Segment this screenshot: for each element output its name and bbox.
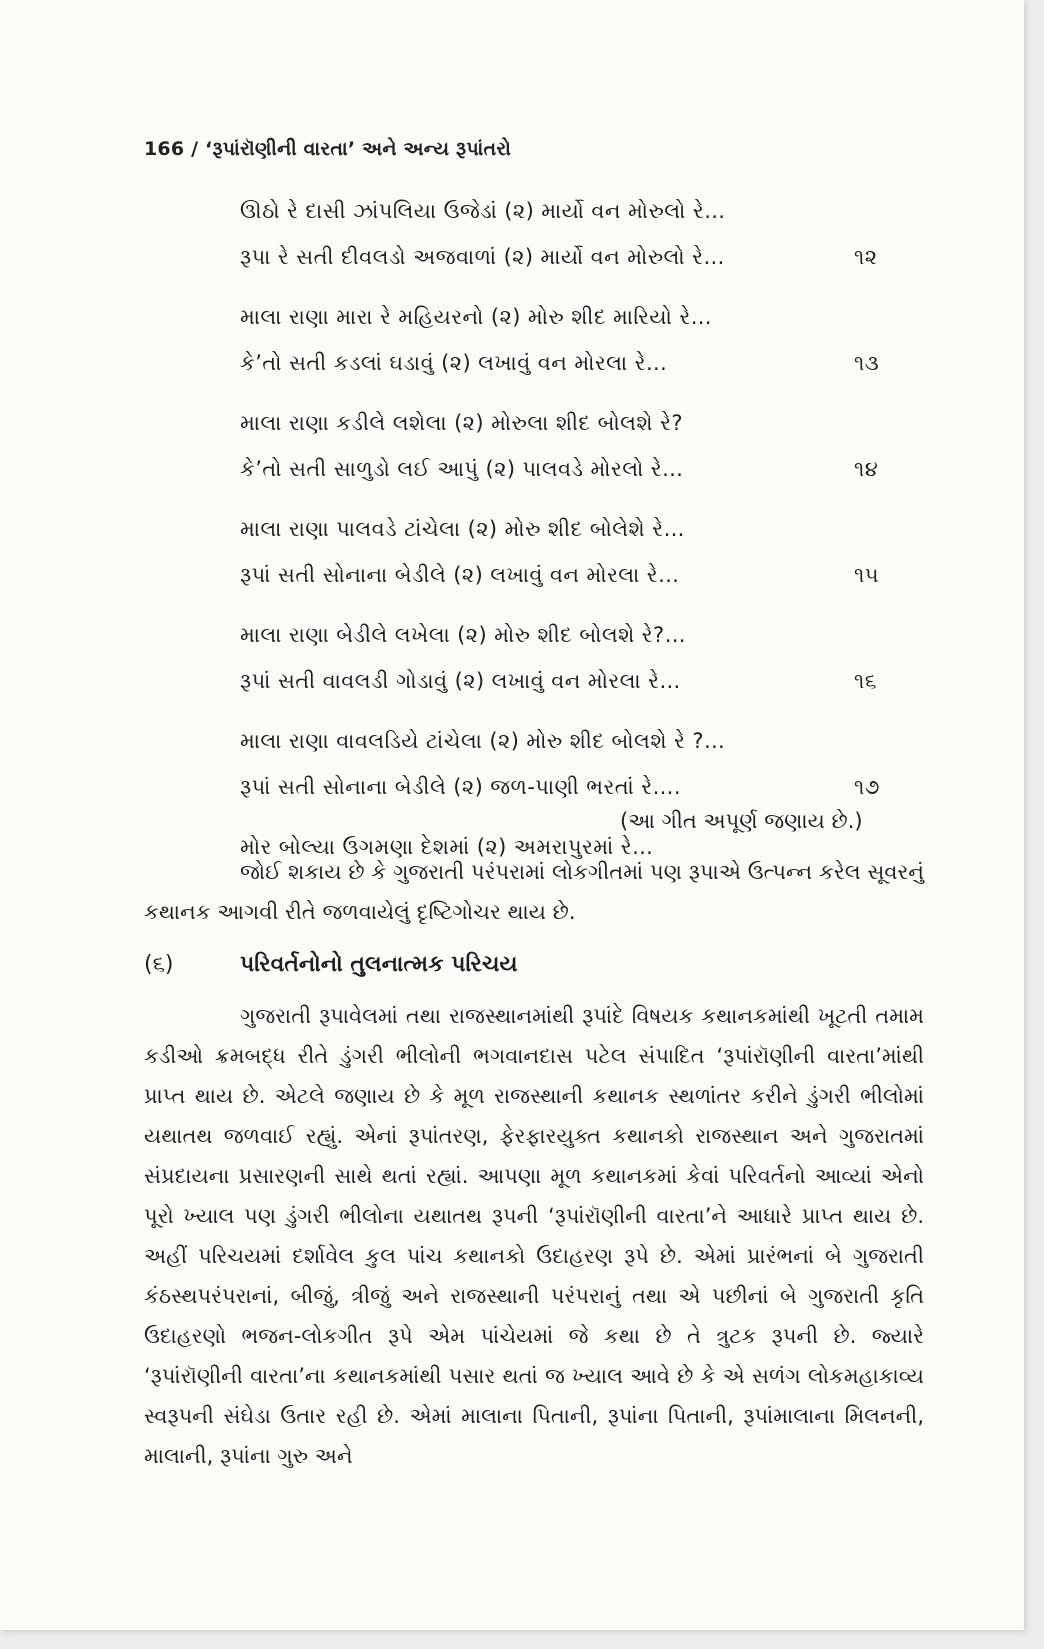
verse-text: કે’તો સતી કડલાં ઘડાવું (૨) લખાવું વન મોરલા રે… (240, 351, 668, 375)
verse-line: ઊઠો રે દાસી ઝાંપલિયા ઉજેડાં (૨) માર્યો વન મોરુલો રે… (240, 199, 726, 223)
verse-line: માલા રાણા પાલવડે ટાંચેલા (૨) મોરુ શીદ બોલેશે રે… (240, 517, 685, 541)
body-paragraph: જોઈ શકાય છે કે ગુજરાતી પરંપરામાં લોકગીતમાં પણ રૂપાએ ઉત્પન્ન કરેલ સૂવરનું કથાનક આગવી રીતે જળવાયેલું દૃષ્ટિગોચર થાય છે. (144, 860, 924, 924)
stanza-number: ૧૩ (854, 351, 880, 375)
verse-line: માલા રાણા મારા રે મહિયરનો (૨) મોરુ શીદ મારિયો રે… (240, 305, 713, 329)
verse-line (240, 658, 920, 704)
stanza-number: ૧૭ (854, 775, 880, 799)
body-paragraph: ગુજરાતી રૂપાવેલમાં તથા રાજસ્થાનમાંથી રૂપાંદે વિષયક કથાનકમાંથી ખૂટતી તમામ કડીઓ ક્રમબદ્ધ રીતે ડુંગરી ભીલોની ભગવાનદાસ પટેલ સંપાદિત ‘રૂપાંરૉણીની વારતા’માંથી પ્રાપ્ત થાય છે. એટલે જણાય છે કે મૂળ રાજસ્થાની કથાનક સ્થળાંતર કરીને ડુંગરી ભીલોમાં યથાતથ જળવાઈ રહ્યું. એનાં રૂપાંતરણ, ફેરફારયુક્ત કથાનકો રાજસ્થાન અને ગુજરાતમાં સંપ્રદાયના પ્રસારણની સાથે થતાં રહ્યાં. આપણા મૂળ કથાનકમાં કેવાં પરિવર્તનો આવ્યાં એનો પૂરો ખ્યાલ પણ ડુંગરી ભીલોના યથાતથ રૂપની ‘રૂપાંરૉણીની વારતા’ને આધારે પ્રાપ્ત થાય છે. અહીં પરિચયમાં દર્શાવેલ કુલ પાંચ કથાનકો ઉદાહરણ રૂપે છે. એમાં પ્રારંભનાં બે ગુજરાતી કંઠસ્થપરંપરાનાં, બીજું, ત્રીજું અને રાજસ્થાની પરંપરાનું તથા એ પછીનાં બે ગુજરાતી કૃતિ ઉદાહરણો ભજન-લોકગીત રૂપે એમ પાંચેયમાં જે કથા છે તે ત્રુટક રૂપની છે. જ્યારે ‘રૂપાંરૉણીની વારતા’ના કથાનકમાંથી પસાર થતાં જ ખ્યાલ આવે છે કે એ સળંગ લોકમહાકાવ્ય સ્વરૂપની સંઘેડા ઉતાર રહી છે. એમાં માલાના પિતાની, રૂપાંના પિતાની, રૂપાંમાલાના મિલનની, માલાની, રૂપાંના ગુરુ અને (144, 1004, 924, 1468)
running-head: 166 / ‘રૂપાંરૉણીની વારતા’ અને અન્ય રૂપાંતરો (144, 138, 512, 160)
stanza-number: ૧૬ (854, 669, 877, 693)
verse-text: રૂપા રે સતી દીવલડો અજવાળાં (૨) માર્યો વન મોરુલો રે… (240, 245, 725, 269)
folk-song (240, 188, 920, 884)
verse-line: મોર બોલ્યા ઉગમણા દેશમાં (૨) અમરાપુરમાં રે… (240, 835, 654, 859)
verse-text: રૂપાં સતી સોનાના બેડીલે (૨) લખાવું વન મોરલા રે… (240, 563, 680, 587)
verse-line (240, 340, 920, 386)
stanza (240, 188, 920, 280)
verse-text: રૂપાં સતી વાવલડી ગોડાવું (૨) લખાવું વન મોરલા રે… (240, 669, 681, 693)
verse-text: રૂપાં સતી સોનાના બેડીલે (૨) જળ-પાણી ભરતાં રે…. (240, 775, 682, 799)
verse-line: માલા રાણા કડીલે લશેલા (૨) મોરુલા શીદ બોલશે રે? (240, 411, 683, 435)
stanza (240, 612, 920, 704)
stanza-number: ૧૨ (854, 245, 878, 269)
section-heading (144, 945, 518, 985)
verse-line (240, 234, 920, 280)
verse-line (240, 446, 920, 492)
verse-line (240, 552, 920, 598)
song-note: (આ ગીત અપૂર્ણ જણાય છે.) (620, 809, 863, 833)
section-number: (૬) (144, 952, 174, 977)
verse-line: માલા રાણા વાવલડિયે ટાંચેલા (૨) મોરુ શીદ બોલશે રે ?… (240, 729, 726, 753)
stanza (240, 400, 920, 492)
stanza (240, 506, 920, 598)
verse-line: માલા રાણા બેડીલે લખેલા (૨) મોરુ શીદ બોલશે રે?… (240, 623, 686, 647)
stanza (240, 718, 920, 810)
stanza-number: ૧૫ (854, 563, 879, 587)
verse-text: કે’તો સતી સાળુડો લઈ આપું (૨) પાલવડે મોરલો રે… (240, 457, 684, 481)
section-title: પરિવર્તનોનો તુલનાત્મક પરિચય (240, 952, 518, 977)
stanza-number: ૧૪ (854, 457, 879, 481)
stanza (240, 294, 920, 386)
